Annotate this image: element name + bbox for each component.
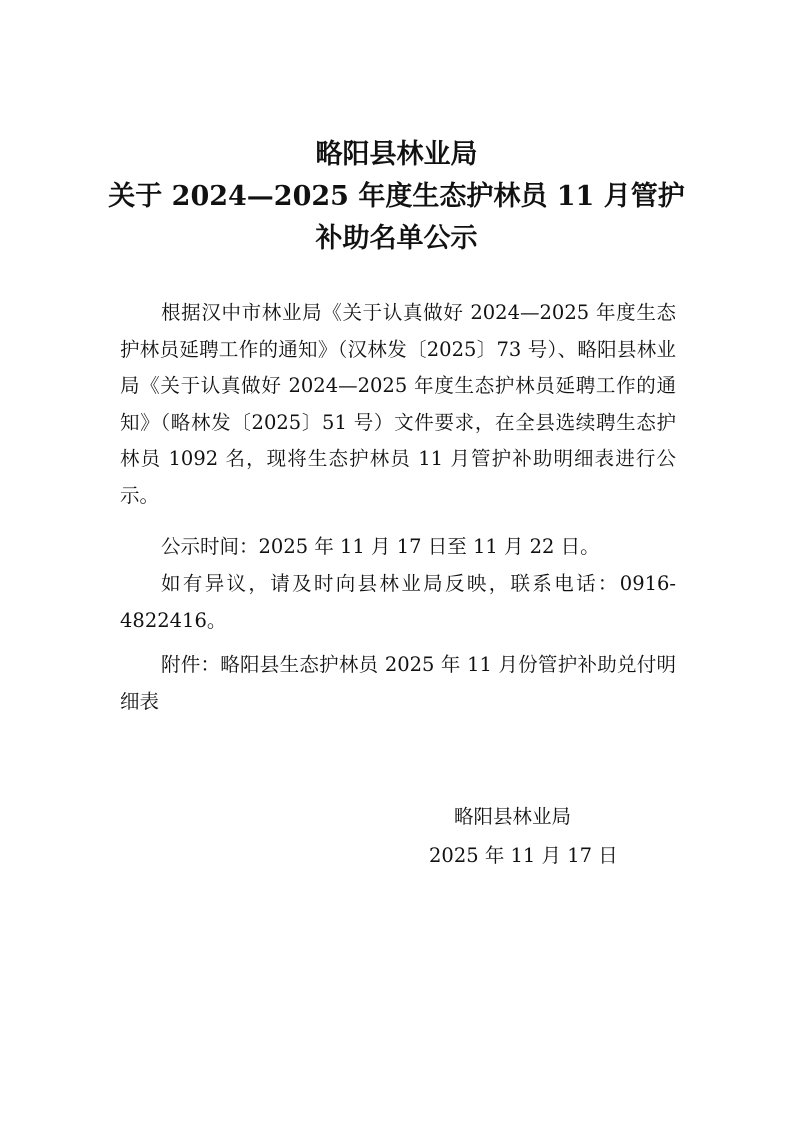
attachment-paragraph: 附件：略阳县生态护林员 2025 年 11 月份管护补助兑付明细表 xyxy=(120,653,676,713)
title-line-2: 关于 2024—2025 年度生态护林员 11 月管护 xyxy=(108,181,685,212)
notice-period-paragraph: 公示时间：2025 年 11 月 17 日至 11 月 22 日。 xyxy=(161,535,600,558)
basis-paragraph: 根据汉中市林业局《关于认真做好 2024—2025 年度生态护林员延聘工作的通知》（汉林发〔2025〕73 号）、略阳县林业局《关于认真做好 2024—2025 年度生态护林员延聘工作的通知》（略林发〔2025〕51 号）文件要求，在全县选续聘生态护林员 1092 名，现将生态护林员 11 月管护补助明细表进行公示。 xyxy=(120,301,676,507)
contact-paragraph: 如有异议，请及时向县林业局反映，联系电话：0916-4822416。 xyxy=(120,572,676,632)
signature-organization: 略阳县林业局 xyxy=(454,805,572,828)
title-line-1: 略阳县林业局 xyxy=(315,139,478,170)
signature-date: 2025 年 11 月 17 日 xyxy=(429,844,618,867)
title-line-3: 补助名单公示 xyxy=(315,223,478,254)
